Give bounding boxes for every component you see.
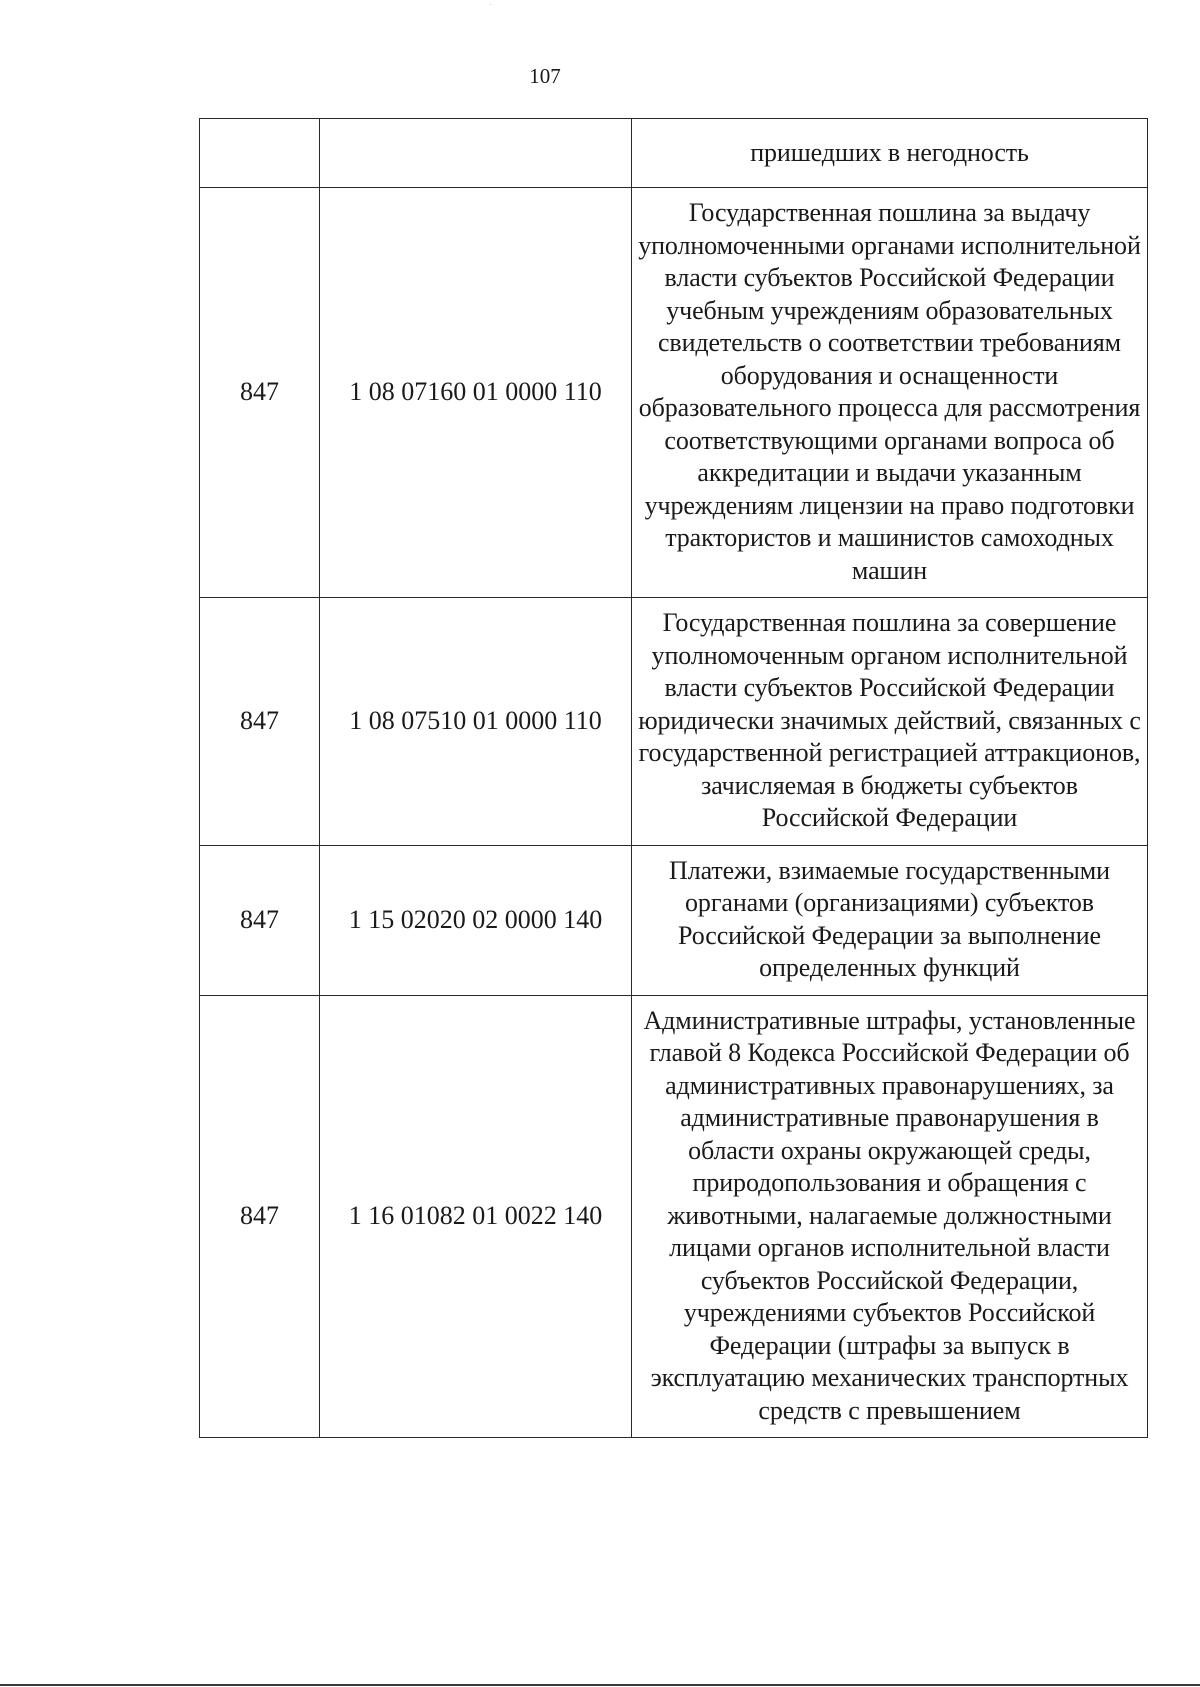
budget-code-cell bbox=[320, 119, 632, 188]
admin-code-cell: 847 bbox=[200, 845, 320, 995]
table-row bbox=[200, 845, 1148, 995]
revenue-name-cell: Государственная пошлина за совершение уполномоченным органом исполнительной власти субъектов Российской Федерации юридически значимых действий, связанных с государственной регистрацией аттракционов, зачисляемая в бюджеты субъектов Российской Федерации bbox=[632, 598, 1148, 846]
budget-code-cell: 1 16 01082 01 0022 140 bbox=[320, 995, 632, 1438]
revenue-code-table bbox=[199, 118, 1148, 1438]
revenue-name-cell: Платежи, взимаемые государственными органами (организациями) субъектов Российской Федерации за выполнение определенных функций bbox=[632, 845, 1148, 995]
table-row bbox=[200, 188, 1148, 598]
budget-code-cell: 1 08 07160 01 0000 110 bbox=[320, 188, 632, 598]
admin-code-cell: 847 bbox=[200, 188, 320, 598]
revenue-name-cell: пришедших в негодность bbox=[632, 119, 1148, 188]
admin-code-cell: 847 bbox=[200, 598, 320, 846]
revenue-name-cell: Государственная пошлина за выдачу уполномоченными органами исполнительной власти субъектов Российской Федерации учебным учреждениям образовательных свидетельств о соответствии требованиям оборудования и оснащенности образовательного процесса для рассмотрения соответствующими органами вопроса об аккредитации и выдачи указанным учреждениям лицензии на право подготовки трактористов и машинистов самоходных машин bbox=[632, 188, 1148, 598]
admin-code-cell: 847 bbox=[200, 995, 320, 1438]
scan-bottom-edge bbox=[0, 1684, 1200, 1686]
table-row bbox=[200, 119, 1148, 188]
budget-code-cell: 1 08 07510 01 0000 110 bbox=[320, 598, 632, 846]
admin-code-cell bbox=[200, 119, 320, 188]
revenue-name-cell: Административные штрафы, установленные главой 8 Кодекса Российской Федерации об административных правонарушениях, за административные правонарушения в области охраны окружающей среды, природопользования и обращения с животными, налагаемые должностными лицами органов исполнительной власти субъектов Российской Федерации, учреждениями субъектов Российской Федерации (штрафы за выпуск в эксплуатацию механических транспортных средств с превышением bbox=[632, 995, 1148, 1438]
page-number-text: 107 bbox=[529, 64, 561, 88]
scan-artifact bbox=[490, 4, 491, 5]
table-row bbox=[200, 995, 1148, 1438]
table-row bbox=[200, 598, 1148, 846]
budget-code-cell: 1 15 02020 02 0000 140 bbox=[320, 845, 632, 995]
page-number bbox=[0, 64, 1200, 89]
